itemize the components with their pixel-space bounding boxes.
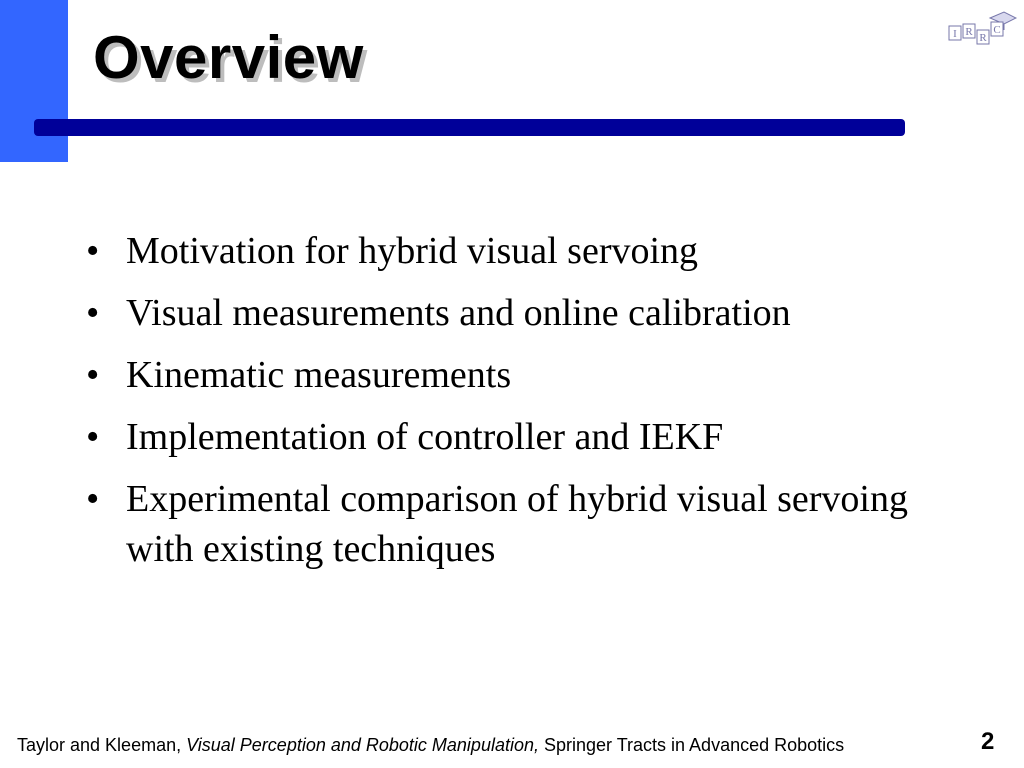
bullet-item: [84, 474, 914, 574]
title-underline-bar: [34, 119, 905, 136]
title-accent-block: [0, 0, 68, 162]
bullet-text: Motivation for hybrid visual servoing: [126, 230, 699, 272]
bullet-text: Visual measurements and online calibration: [126, 292, 791, 334]
logo-letter-3: R: [979, 32, 987, 44]
bullet-text: Kinematic measurements: [126, 354, 512, 396]
bullet-item: [84, 288, 914, 338]
slide-title: Overview: [93, 24, 364, 91]
bullet-list: [84, 226, 914, 586]
bullet-text: Experimental comparison of hybrid visual servoing with existing techniques: [126, 478, 908, 570]
logo-letter-1: I: [953, 28, 957, 40]
footer-authors: Taylor and Kleeman,: [17, 735, 187, 755]
logo-letter-2: R: [965, 26, 973, 38]
logo-letter-4: C: [993, 24, 1001, 36]
footer-series: Springer Tracts in Advanced Robotics: [538, 735, 845, 755]
footer-citation: [17, 734, 844, 756]
bullet-dot: •: [86, 478, 100, 520]
bullet-item: [84, 350, 914, 400]
bullet-item: [84, 226, 914, 276]
bullet-dot: •: [86, 416, 100, 458]
bullet-dot: •: [86, 230, 100, 272]
bullet-dot: •: [86, 292, 100, 334]
bullet-text: Implementation of controller and IEKF: [126, 416, 724, 458]
page-number: 2: [981, 728, 995, 755]
bullet-item: [84, 412, 914, 462]
bullet-dot: •: [86, 354, 100, 396]
footer-book-title: Visual Perception and Robotic Manipulation,: [186, 735, 539, 755]
irrc-logo: [946, 8, 1018, 48]
